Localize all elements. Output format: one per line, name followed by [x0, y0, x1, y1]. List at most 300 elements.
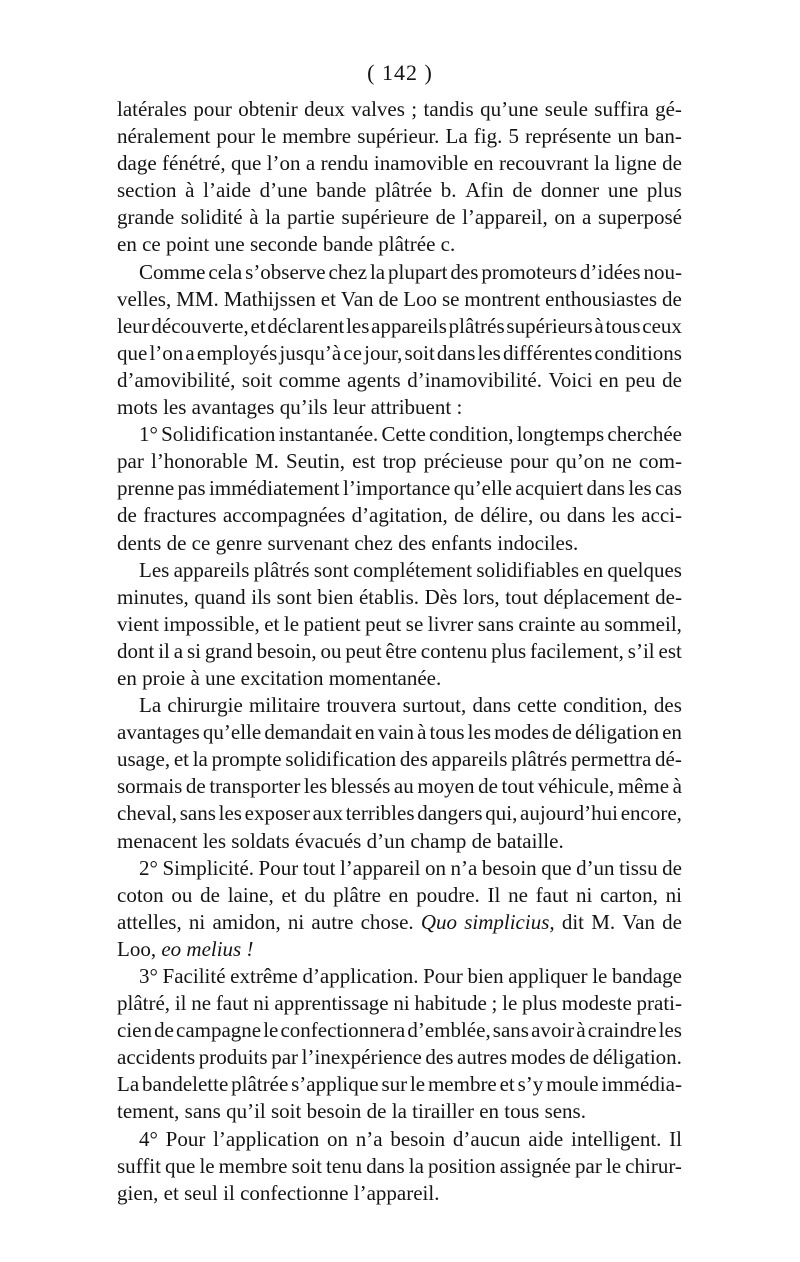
word: avoir [531, 1018, 575, 1043]
word: vient [117, 611, 159, 636]
text-line [117, 639, 682, 666]
word: attelles, [117, 909, 182, 934]
word: tirailler [412, 1099, 480, 1124]
word: chez [354, 530, 399, 555]
word: ne [611, 449, 632, 474]
text-line [117, 1045, 682, 1072]
word: suffira [594, 97, 649, 121]
word: bandage [612, 964, 682, 988]
word: Comme [139, 259, 206, 284]
word: autre [311, 909, 354, 934]
word: d’un [576, 855, 615, 880]
word: condition, [563, 693, 648, 718]
text-line [117, 205, 682, 232]
word: tous [504, 1099, 545, 1124]
word: prenne [117, 476, 175, 501]
word: donner [540, 178, 600, 203]
word: gien, [117, 1180, 164, 1205]
word: sans [179, 801, 216, 826]
word: est [352, 449, 376, 474]
word: et [264, 611, 280, 636]
word: la [369, 259, 386, 284]
word: b. [440, 178, 457, 203]
word: tout [501, 774, 535, 799]
word: sommeil, [604, 611, 682, 636]
word: à [594, 313, 604, 338]
word: leur [117, 313, 150, 338]
word: modeste [561, 991, 632, 1016]
word: solidification [285, 747, 397, 772]
word: n’a [450, 855, 478, 880]
word: s’il [627, 638, 655, 663]
word: trouvera [326, 693, 397, 718]
word: qui, [485, 801, 518, 826]
word: ligne [614, 151, 657, 176]
word: à [190, 665, 206, 690]
word: Pour [258, 855, 299, 880]
word: de [166, 530, 192, 555]
word: la [594, 151, 610, 176]
word: extrême [230, 964, 298, 988]
word: et [499, 1072, 515, 1097]
word: en [388, 882, 409, 907]
word: appareils [173, 557, 250, 582]
word: laine, [227, 882, 274, 907]
word: les [202, 828, 232, 853]
word: du [304, 882, 326, 907]
word: champ [410, 828, 472, 853]
word: supérieurs [506, 313, 593, 338]
word: de [366, 1099, 392, 1124]
word: d’agitation, [351, 503, 448, 528]
word: de [662, 367, 682, 392]
word: des [399, 747, 428, 772]
word: velles, [117, 286, 172, 311]
text-line [117, 1072, 682, 1099]
word: seule [544, 97, 588, 121]
word: ni [188, 909, 206, 934]
word: faut [215, 991, 249, 1016]
word: supérieure [341, 205, 429, 230]
word: dents [117, 530, 167, 555]
word: les [303, 774, 328, 799]
word: au [393, 774, 414, 799]
word: l’application [213, 1126, 320, 1151]
word: Cette [381, 422, 426, 447]
word: seconde [249, 232, 323, 257]
word: n’a [355, 1126, 383, 1151]
word: en [583, 557, 604, 582]
word: tout [505, 584, 538, 609]
word: moule [546, 1072, 599, 1097]
word: de [662, 909, 682, 934]
word: ni [393, 991, 410, 1016]
word: d’amovibilité, [117, 367, 236, 392]
word: avantages [117, 720, 200, 745]
text-line [117, 476, 682, 503]
word: modes [510, 1045, 566, 1070]
word: la [265, 205, 281, 230]
word: avantages [191, 395, 280, 420]
word: terribles [345, 801, 415, 826]
word: découverte, [151, 313, 249, 338]
word: moyen [417, 774, 475, 799]
word: le [199, 1153, 215, 1178]
word: sont [313, 557, 349, 582]
word: plâtrée [374, 178, 433, 203]
word: établis. [358, 584, 420, 609]
word: trop [382, 449, 417, 474]
word: surtout, [402, 693, 467, 718]
word: survenant [267, 530, 355, 555]
text-line [117, 341, 682, 368]
word: aux [312, 801, 343, 826]
word: véhicule, [537, 774, 615, 799]
word: de [471, 828, 497, 853]
word: il [158, 638, 170, 663]
word: jour, [364, 340, 403, 365]
text-line [117, 910, 682, 937]
word: enfants [431, 530, 498, 555]
text-line [117, 260, 682, 287]
word: on [554, 205, 576, 230]
word: membre [427, 1072, 497, 1097]
word: solidité [180, 205, 243, 230]
word: modes [494, 720, 549, 745]
word: quand [194, 584, 246, 609]
word: de [435, 205, 456, 230]
word: soldats [231, 828, 295, 853]
word: ni [576, 882, 593, 907]
word: dans [436, 340, 476, 365]
word: La [117, 1072, 140, 1097]
word: Facilité [162, 964, 226, 988]
text-line [117, 232, 682, 259]
word: seul [184, 1180, 224, 1205]
word: déplacement [543, 584, 650, 609]
word: sans [477, 611, 514, 636]
word: de [378, 286, 399, 311]
word: on [326, 1126, 348, 1151]
word: et [320, 286, 336, 311]
text-line [117, 531, 682, 558]
word: coton [117, 882, 164, 907]
word: que [117, 340, 148, 365]
word: confectionne [240, 1180, 354, 1205]
text-line [117, 422, 682, 449]
word: a [305, 151, 316, 176]
word: plâtrée [378, 232, 441, 257]
word: déligation [574, 720, 659, 745]
word: déclarent [267, 313, 345, 338]
word: gé- [655, 97, 682, 121]
word: dans [586, 476, 625, 501]
word: délire, [480, 503, 534, 528]
word: Loo [403, 286, 438, 311]
text-line [117, 720, 682, 747]
word: que [230, 151, 262, 176]
word: ban- [644, 124, 682, 149]
word: ce [343, 340, 362, 365]
text-line [117, 1154, 682, 1181]
word: prompte [211, 747, 282, 772]
word: agents [347, 367, 401, 392]
word: Loo, [117, 936, 162, 961]
word: cheval, [117, 801, 178, 826]
word: carton, [600, 882, 658, 907]
word: 5 [508, 124, 519, 149]
word: évacués [294, 828, 367, 853]
word: en [473, 151, 494, 176]
word: différentes [502, 340, 593, 365]
word: immédiatement [208, 476, 340, 501]
word: point [165, 232, 215, 257]
word: simplicius, [464, 909, 555, 934]
word: a [185, 340, 195, 365]
word: permettra [570, 747, 652, 772]
word: M. [254, 449, 279, 474]
word: a [582, 205, 592, 230]
word: conditions [594, 340, 682, 365]
word: bandelette [142, 1072, 229, 1097]
word: autres [457, 1045, 508, 1070]
word: suffit [117, 1153, 161, 1178]
word: dont [117, 638, 155, 663]
word: de [662, 855, 682, 880]
text-line [117, 287, 682, 314]
word: : [456, 395, 463, 420]
word: exposer [244, 801, 310, 826]
word: cas [655, 476, 682, 501]
word: en [479, 1099, 505, 1124]
word: pour [216, 124, 255, 149]
word: de [200, 882, 220, 907]
word: bataille. [496, 828, 564, 853]
word: la [391, 1099, 413, 1124]
word: complétement [353, 557, 473, 582]
word: faut [535, 882, 569, 907]
word: mots [117, 395, 164, 420]
word: à [576, 1018, 586, 1043]
word: 4° [139, 1126, 158, 1151]
word: pour [193, 97, 232, 121]
word: en [117, 665, 143, 690]
word: usage, [117, 747, 171, 772]
word: déligation. [592, 1045, 682, 1070]
word: vain [377, 720, 414, 745]
word: dé- [655, 747, 682, 772]
word: ni [287, 909, 305, 934]
word: à [249, 205, 259, 230]
word: une [205, 665, 241, 690]
word: bande [316, 178, 367, 203]
word: l’inexpérience [301, 1045, 422, 1070]
word: qu’elle [202, 720, 262, 745]
word: ils [251, 584, 272, 609]
word: sans [184, 1099, 227, 1124]
word: condition, [428, 422, 514, 447]
word: la [408, 1153, 424, 1178]
word: des [398, 530, 432, 555]
word: Il [669, 1126, 682, 1151]
word: en [598, 367, 619, 392]
word: dit [561, 909, 584, 934]
word: cela [208, 259, 243, 284]
word: dangers [417, 801, 483, 826]
word: transporter [209, 774, 301, 799]
word: même [617, 774, 670, 799]
word: sormais [117, 774, 183, 799]
word: et [163, 1180, 185, 1205]
word: acci- [641, 503, 682, 528]
word: tissu [619, 855, 658, 880]
word: Il [487, 882, 501, 907]
word: tous [605, 313, 641, 338]
body-text [117, 97, 682, 1208]
word: patient [303, 611, 361, 636]
word: soit [241, 367, 273, 392]
word: les [218, 801, 242, 826]
word: l’on [266, 151, 301, 176]
word: instantanée. [278, 422, 379, 447]
word: Quo [420, 909, 458, 934]
word: craindre [587, 1018, 657, 1043]
word: comme [278, 367, 341, 392]
word: Voici [548, 367, 593, 392]
word: proie [142, 665, 191, 690]
word: l’importance [342, 476, 451, 501]
word: peut [345, 638, 382, 663]
word: peu [625, 367, 656, 392]
word: de- [655, 584, 682, 609]
word: représente [525, 124, 612, 149]
word: Van [622, 909, 655, 934]
word: en [117, 232, 143, 257]
word: les [628, 476, 652, 501]
word: cette [517, 693, 557, 718]
word: intelligent. [571, 1126, 662, 1151]
word: et [281, 882, 297, 907]
word: encore, [620, 801, 682, 826]
text-line [117, 612, 682, 639]
word: qu’elle [453, 476, 512, 501]
word: chirurgie [167, 693, 243, 718]
word: d’une [259, 178, 308, 203]
word: tout [302, 855, 336, 880]
word: plâtrés [448, 313, 505, 338]
word: il [174, 991, 187, 1016]
word: 3° [139, 964, 158, 988]
word: melius [186, 936, 247, 961]
word: l’appareil. [353, 1180, 440, 1205]
word: l’aide [203, 178, 251, 203]
word: cien [117, 1018, 152, 1043]
word: lors, [462, 584, 500, 609]
text-line [117, 585, 682, 612]
word: montrent [464, 286, 541, 311]
word: appareils [371, 313, 447, 338]
text-line [117, 97, 682, 124]
word: les [658, 1018, 682, 1043]
word: superposé [598, 205, 682, 230]
word: ou [320, 638, 342, 663]
word: besoin [390, 1126, 446, 1151]
word: les [611, 503, 635, 528]
word: grand [204, 638, 253, 663]
word: dans [566, 503, 606, 528]
word: produits [198, 1045, 268, 1070]
word: la [192, 747, 208, 772]
word: menacent [117, 828, 203, 853]
word: de [512, 178, 533, 203]
word: section [117, 178, 177, 203]
word: fractures [143, 503, 217, 528]
word: 1° [139, 422, 158, 447]
text-line [117, 314, 682, 341]
word: plâtrés [511, 747, 568, 772]
word: au [580, 611, 600, 636]
word: précieuse [423, 449, 503, 474]
word: d’aucun [452, 1126, 521, 1151]
word: des [653, 693, 682, 718]
word: tandis [423, 97, 474, 121]
word: ; [491, 991, 498, 1016]
word: momentanée. [328, 665, 442, 690]
text-line [117, 1018, 682, 1045]
word: soit [291, 1153, 322, 1178]
word: impossible, [163, 611, 260, 636]
word: indociles. [497, 530, 579, 555]
text-line [117, 1099, 682, 1126]
word: s’applique [291, 1072, 379, 1097]
word: facilement, [530, 638, 624, 663]
text-line [117, 1181, 682, 1208]
word: demandait [264, 720, 352, 745]
word: est [658, 638, 682, 663]
word: qu’on [555, 449, 605, 474]
text-line [117, 856, 682, 883]
word: ou [539, 503, 561, 528]
word: 2° [139, 855, 158, 880]
text-line [117, 883, 682, 910]
word: par [271, 1045, 299, 1070]
word: ni [253, 991, 270, 1016]
word: qu’il [226, 1099, 271, 1124]
text-line [117, 395, 682, 422]
word: dans [472, 693, 511, 718]
word: fénétré, [162, 151, 226, 176]
word: ne [508, 882, 528, 907]
word: en [354, 720, 375, 745]
word: soit [404, 340, 435, 365]
word: sens. [544, 1099, 586, 1124]
word: pour [510, 449, 549, 474]
word: l’appareil, [462, 205, 548, 230]
word: accompagnées [222, 503, 346, 528]
word: aide [528, 1126, 564, 1151]
text-line [117, 801, 682, 828]
word: ce [191, 530, 216, 555]
word: accidents [117, 1045, 196, 1070]
word: ; [411, 97, 418, 121]
word: chirur- [625, 1153, 682, 1178]
page-number: ( 142 ) [367, 60, 433, 85]
word: position [428, 1153, 496, 1178]
word: Solidification [161, 422, 276, 447]
word: une [607, 178, 639, 203]
word: plâtre [333, 882, 381, 907]
word: d’emblée, [407, 1018, 491, 1043]
